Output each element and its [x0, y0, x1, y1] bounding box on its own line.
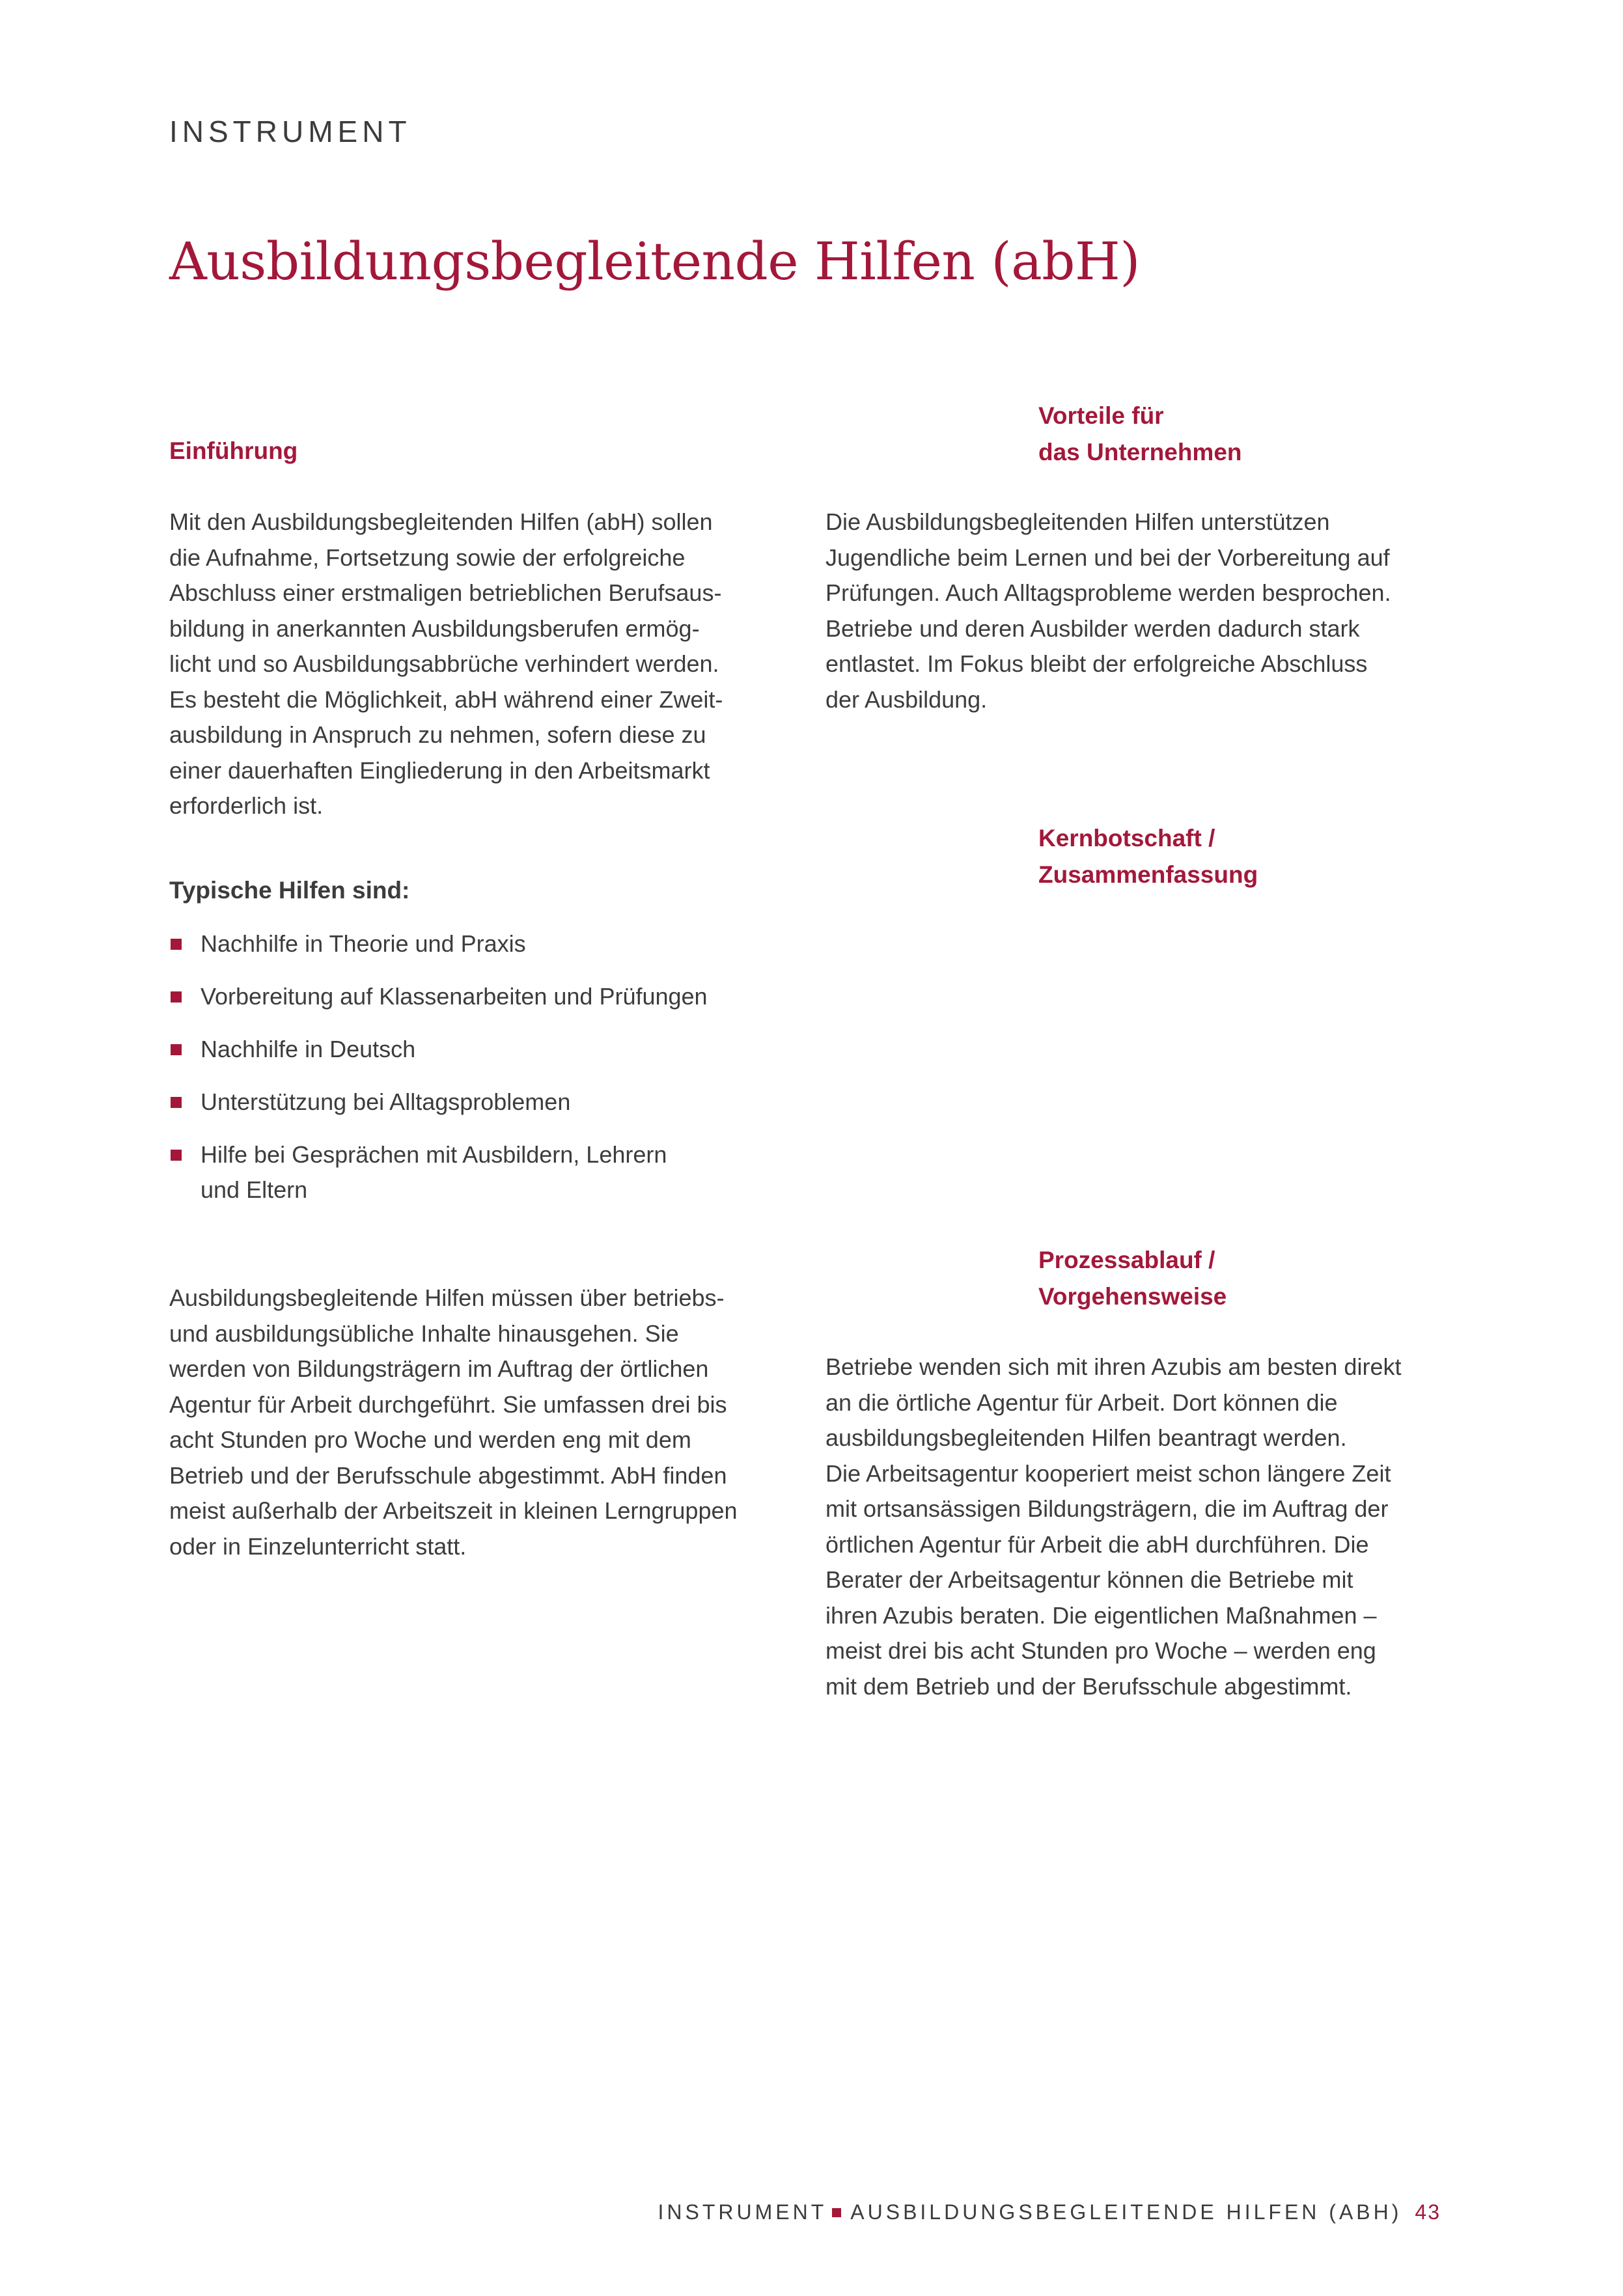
- text-line: Die Arbeitsagentur kooperiert meist schon längere Zeit: [825, 1459, 1391, 1487]
- core-message-heading: Kernbotschaft / Zusammenfassung: [1038, 825, 1258, 888]
- list-item: Vorbereitung auf Klassenarbeiten und Prüfungen: [169, 979, 794, 1014]
- text-line: Jugendliche beim Lernen und bei der Vorbereitung auf: [825, 544, 1390, 571]
- footer-square-icon: [832, 2208, 841, 2217]
- text-line: an die örtliche Agentur für Arbeit. Dort können die: [825, 1389, 1338, 1416]
- footer-chapter: AUSBILDUNGSBEGLEITENDE HILFEN (ABH): [850, 2200, 1402, 2224]
- bullet-square-icon: [171, 1044, 182, 1055]
- text-line: bildung in anerkannten Ausbildungsberufen ermög-: [169, 615, 700, 642]
- process-heading: Prozessablauf / Vorgehensweise: [1038, 1247, 1227, 1310]
- text-line: mit dem Betrieb und der Berufsschule abgestimmt.: [825, 1672, 1352, 1700]
- intro-heading: Einführung: [169, 437, 298, 464]
- list-item: Hilfe bei Gesprächen mit Ausbildern, Lehrern und Eltern: [169, 1137, 794, 1208]
- section-overline: INSTRUMENT: [169, 115, 411, 148]
- text-line: oder in Einzelunterricht statt.: [169, 1532, 467, 1560]
- process-paragraph: [825, 1349, 1457, 1704]
- text-line: Es besteht die Möglichkeit, abH während einer Zweit-: [169, 685, 723, 713]
- footer-section: INSTRUMENT: [658, 2200, 827, 2224]
- text-line: ihren Azubis beraten. Die eigentlichen Maßnahmen –: [825, 1601, 1377, 1629]
- text-line: meist drei bis acht Stunden pro Woche – werden eng: [825, 1637, 1376, 1664]
- page-number: 43: [1415, 2200, 1441, 2224]
- list-item: Nachhilfe in Deutsch: [169, 1032, 794, 1067]
- text-line: werden von Bildungsträgern im Auftrag der örtlichen: [169, 1355, 709, 1382]
- bullet-square-icon: [171, 939, 182, 950]
- text-line: ausbildung in Anspruch zu nehmen, sofern diese zu: [169, 721, 706, 748]
- help-list: [169, 926, 794, 1225]
- text-line: der Ausbildung.: [825, 685, 988, 713]
- benefits-heading: Vorteile für das Unternehmen: [1038, 402, 1242, 465]
- text-line: Agentur für Arbeit durchgeführt. Sie umfassen drei bis: [169, 1390, 727, 1418]
- text-line: entlastet. Im Fokus bleibt der erfolgreiche Abschluss: [825, 650, 1368, 677]
- text-line: örtlichen Agentur für Arbeit die abH durchführen. Die: [825, 1530, 1369, 1558]
- bullet-square-icon: [171, 1097, 182, 1108]
- text-line: erforderlich ist.: [169, 792, 324, 819]
- benefits-paragraph: [825, 505, 1457, 717]
- text-line: meist außerhalb der Arbeitszeit in kleinen Lerngruppen: [169, 1497, 738, 1524]
- help-heading: Typische Hilfen sind:: [169, 877, 410, 904]
- intro-paragraph: [169, 505, 794, 824]
- list-item: Nachhilfe in Theorie und Praxis: [169, 926, 794, 961]
- text-line: licht und so Ausbildungsabbrüche verhindert werden.: [169, 650, 719, 677]
- text-line: Abschluss einer erstmaligen betrieblichen Berufsaus-: [169, 579, 722, 606]
- page-title: Ausbildungsbegleitende Hilfen (abH): [169, 231, 1140, 292]
- text-line: einer dauerhaften Eingliederung in den Arbeitsmarkt: [169, 756, 710, 784]
- text-line: Prüfungen. Auch Alltagsprobleme werden besprochen.: [825, 579, 1391, 606]
- text-line: acht Stunden pro Woche und werden eng mit dem: [169, 1426, 691, 1453]
- text-line: Berater der Arbeitsagentur können die Betriebe mit: [825, 1566, 1353, 1593]
- text-line: Betrieb und der Berufsschule abgestimmt. AbH finden: [169, 1461, 727, 1489]
- text-line: Ausbildungsbegleitende Hilfen müssen über betriebs-: [169, 1284, 725, 1311]
- list-item: Unterstützung bei Alltagsproblemen: [169, 1085, 794, 1120]
- detail-paragraph: [169, 1280, 794, 1564]
- text-line: die Aufnahme, Fortsetzung sowie der erfolgreiche: [169, 544, 686, 571]
- text-line: Betriebe und deren Ausbilder werden dadurch stark: [825, 615, 1360, 642]
- text-line: mit ortsansässigen Bildungsträgern, die im Auftrag der: [825, 1495, 1389, 1522]
- text-line: Die Ausbildungsbegleitenden Hilfen unterstützen: [825, 508, 1330, 535]
- bullet-square-icon: [171, 1150, 182, 1161]
- bullet-square-icon: [171, 991, 182, 1003]
- page-footer: [658, 2200, 1441, 2224]
- text-line: Betriebe wenden sich mit ihren Azubis am besten direkt: [825, 1353, 1402, 1380]
- text-line: Mit den Ausbildungsbegleitenden Hilfen (abH) sollen: [169, 508, 713, 535]
- text-line: ausbildungsbegleitenden Hilfen beantragt werden.: [825, 1424, 1347, 1451]
- text-line: und ausbildungsübliche Inhalte hinausgehen. Sie: [169, 1320, 679, 1347]
